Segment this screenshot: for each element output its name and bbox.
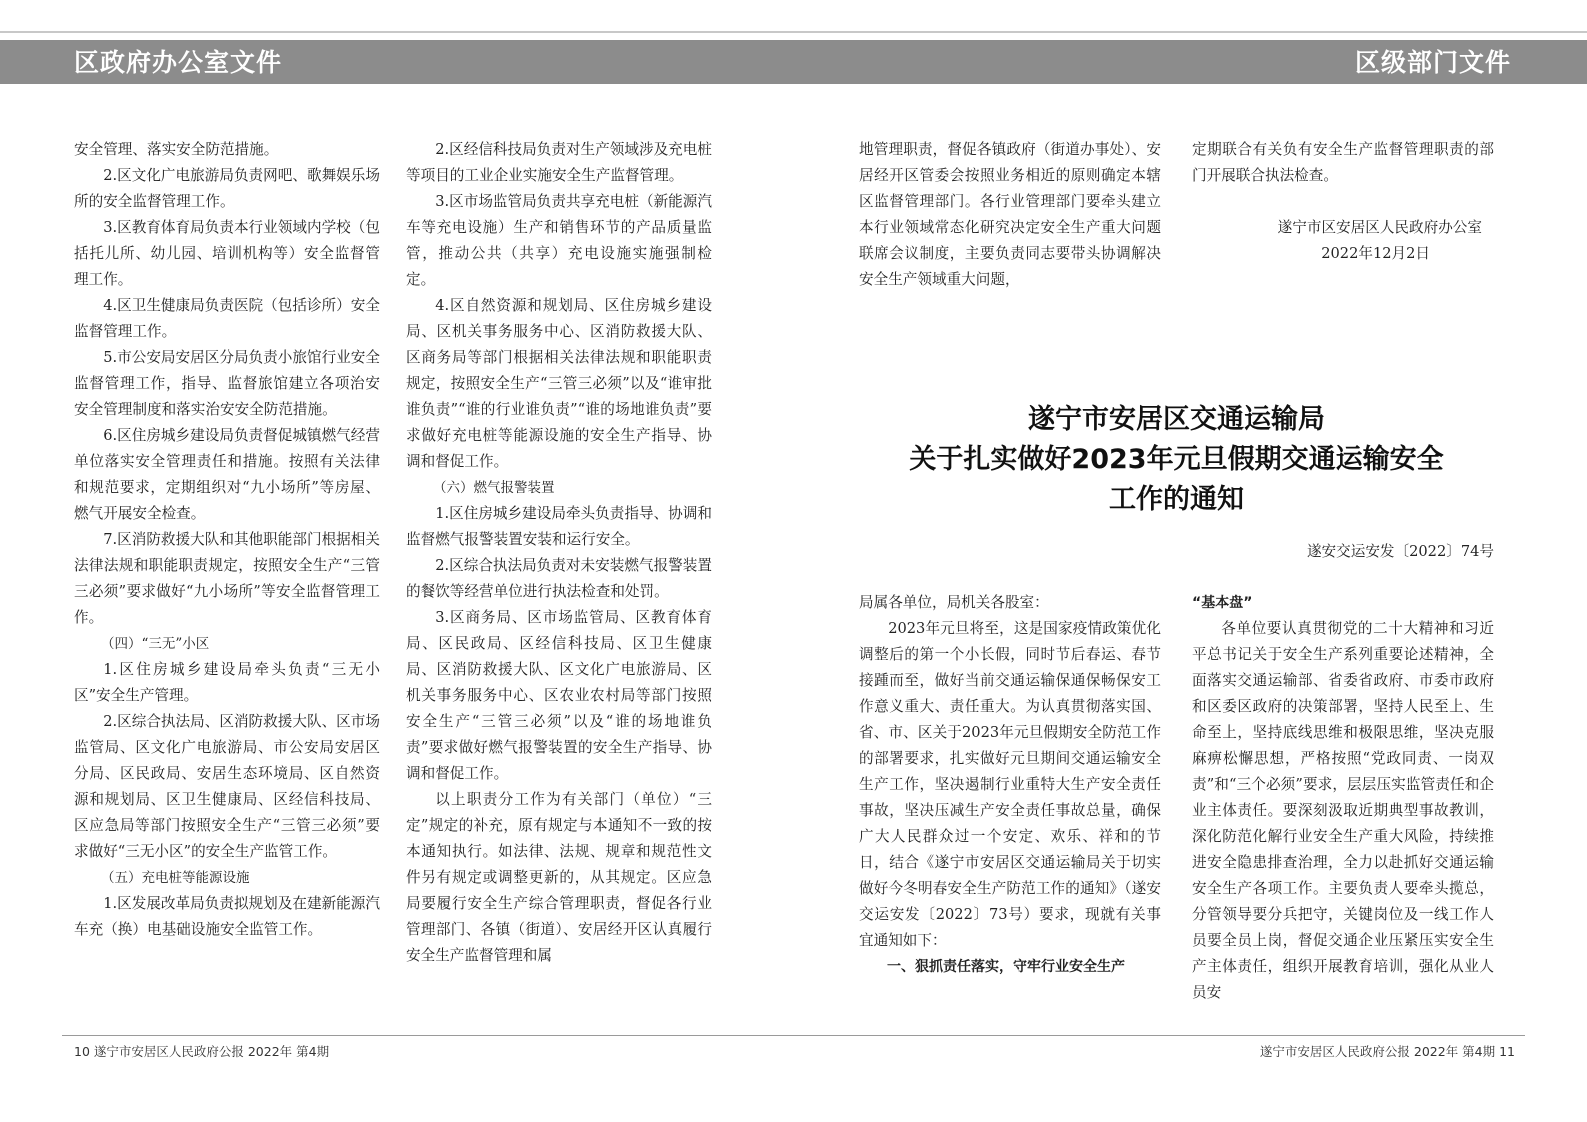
footer-right: 遂宁市安居区人民政府公报 2022年 第4期 11 bbox=[1259, 1044, 1515, 1059]
left-page-column-2 bbox=[406, 137, 712, 969]
right-section-title: 区级部门文件 bbox=[1354, 48, 1511, 77]
paragraph: 各单位要认真贯彻党的二十大精神和习近平总书记关于安全生产系列重要论述精神，全面落实交通运输部、省委省政府、市委市政府和区委区政府的决策部署，坚持人民至上、生命至上，坚持底线思维和极限思维，坚决克服麻痹松懈思想，严格按照“党政同责、一岗双责”和“三个必须”要求，层层压实监管责任和企业主体责任。要深刻汲取近期典型事故教训，深化防范化解行业安全生产重大风险，持续推进安全隐患排查治理，全力以赴抓好交通运输安全生产各项工作。主要负责人要牵头揽总，分管领导要分兵把守，关键岗位及一线工作人员要全员上岗，督促交通企业压紧压实安全生产主体责任，组织开展教育培训，强化从业人员安 bbox=[1192, 620, 1494, 1001]
section-heading: 一、狠抓责任落实，守牢行业安全生产 bbox=[887, 959, 1125, 975]
right-page-column-1-top bbox=[859, 137, 1161, 293]
paragraph: 4.区卫生健康局负责医院（包括诊所）安全监督管理工作。 bbox=[74, 297, 380, 340]
paragraph: 1.区住房城乡建设局牵头负责“三无小区”安全生产管理。 bbox=[74, 661, 380, 704]
salutation: 局属各单位，局机关各股室： bbox=[859, 594, 1049, 611]
paragraph: 3.区市场监管局负责共享充电桩（新能源汽车等充电设施）生产和销售环节的产品质量监管，推动公共（共享）充电设施实施强制检定。 bbox=[406, 193, 712, 288]
paragraph: 2023年元旦将至，这是国家疫情政策优化调整后的第一个小长假，同时节后春运、春节接踵而至，做好当前交通运输保通保畅保安工作意义重大、责任重大。为认真贯彻落实国、省、市、区关于2023年元旦假期安全防范工作的部署要求，扎实做好元旦期间交通运输安全生产工作，坚决遏制行业重特大生产安全责任事故，坚决压减生产安全责任事故总量，确保广大人民群众过一个安定、欢乐、祥和的节日，结合《遂宁市安居区交通运输局关于切实做好今冬明春安全生产防范工作的通知》（遂安交运安发〔2022〕73号）要求，现就有关事宜通知如下： bbox=[859, 620, 1161, 949]
notice-body-column-1 bbox=[859, 590, 1161, 980]
spacer bbox=[1192, 189, 1494, 215]
section-heading-continued: “基本盘” bbox=[1192, 595, 1253, 611]
paragraph: 2.区综合执法局、区消防救援大队、区市场监管局、区文化广电旅游局、市公安局安居区分局、区民政局、安居生态环境局、区自然资源和规划局、区卫生健康局、区经信科技局、区应急局等部门按照安全生产“三管三必须”要求做好“三无小区”的安全生产监管工作。 bbox=[74, 713, 380, 860]
notice-title-line: 遂宁市安居区交通运输局 bbox=[1028, 404, 1325, 435]
subsection-heading: （六）燃气报警装置 bbox=[433, 480, 555, 496]
paragraph: 2.区经信科技局负责对生产领域涉及充电桩等项目的工业企业实施安全生产监督管理。 bbox=[406, 141, 712, 184]
left-page-column-1 bbox=[74, 137, 380, 943]
paragraph: 2.区文化广电旅游局负责网吧、歌舞娱乐场所的安全监督管理工作。 bbox=[74, 167, 380, 210]
paragraph: 4.区自然资源和规划局、区住房城乡建设局、区机关事务服务中心、区消防救援大队、区商务局等部门根据相关法律法规和职能职责规定，按照安全生产“三管三必须”以及“谁审批谁负责”“谁的行业谁负责”“谁的场地谁负责”要求做好充电桩等能源设施的安全生产指导、协调和督促工作。 bbox=[406, 297, 712, 470]
subsection-heading: （五）充电桩等能源设施 bbox=[101, 870, 250, 886]
notice-title bbox=[859, 400, 1494, 520]
paragraph: 1.区发展改革局负责拟规划及在建新能源汽车充（换）电基础设施安全监管工作。 bbox=[74, 895, 380, 938]
notice-title-line: 工作的通知 bbox=[1109, 484, 1244, 515]
footer-rule bbox=[62, 1035, 1525, 1036]
footer-left: 10 遂宁市安居区人民政府公报 2022年 第4期 bbox=[74, 1044, 330, 1059]
notice-title-line: 关于扎实做好2023年元旦假期交通运输安全 bbox=[909, 444, 1444, 475]
paragraph: 定期联合有关负有安全生产监督管理职责的部门开展联合执法检查。 bbox=[1192, 141, 1494, 184]
paragraph: 7.区消防救援大队和其他职能部门根据相关法律法规和职能职责规定，按照安全生产“三管三必须”要求做好“九小场所”等安全监督管理工作。 bbox=[74, 531, 380, 626]
section-header-bar bbox=[0, 40, 1587, 84]
paragraph: 3.区教育体育局负责本行业领域内学校（包括托儿所、幼儿园、培训机构等）安全监督管理工作。 bbox=[74, 219, 380, 288]
document-number: 遂安交运安发〔2022〕74号 bbox=[1306, 543, 1494, 560]
paragraph: 以上职责分工作为有关部门（单位）“三定”规定的补充，原有规定与本通知不一致的按本通知执行。如法律、法规、规章和规范性文件另有规定或调整更新的，从其规定。区应急局要履行安全生产综合管理职责，督促各行业管理部门、各镇（街道）、安居经开区认真履行安全生产监督管理和属 bbox=[406, 791, 712, 964]
signature-date: 2022年12月2日 bbox=[1321, 245, 1430, 262]
left-section-title: 区政府办公室文件 bbox=[74, 48, 283, 77]
paragraph: 5.市公安局安居区分局负责小旅馆行业安全监督管理工作，指导、监督旅馆建立各项治安安全管理制度和落实治安安全防范措施。 bbox=[74, 349, 380, 418]
subsection-heading: （四）“三无”小区 bbox=[101, 636, 210, 652]
paragraph: 地管理职责，督促各镇政府（街道办事处）、安居经开区管委会按照业务相近的原则确定本辖区监督管理部门。各行业管理部门要牵头建立本行业领域常态化研究决定安全生产重大问题联席会议制度，主要负责同志要带头协调解决安全生产领域重大问题， bbox=[859, 141, 1161, 288]
top-rule bbox=[0, 31, 1587, 33]
right-page-column-2-top bbox=[1192, 137, 1494, 267]
paragraph: 6.区住房城乡建设局负责督促城镇燃气经营单位落实安全管理责任和措施。按照有关法律和规范要求，定期组织对“九小场所”等房屋、燃气开展安全检查。 bbox=[74, 427, 380, 522]
paragraph: 3.区商务局、区市场监管局、区教育体育局、区民政局、区经信科技局、区卫生健康局、区消防救援大队、区文化广电旅游局、区机关事务服务中心、区农业农村局等部门按照安全生产“三管三必须”以及“谁的场地谁负责”要求做好燃气报警装置的安全生产指导、协调和督促工作。 bbox=[406, 609, 712, 782]
notice-body-column-2 bbox=[1192, 590, 1494, 1006]
paragraph: 安全管理、落实安全防范措施。 bbox=[74, 141, 279, 158]
paragraph: 1.区住房城乡建设局牵头负责指导、协调和监督燃气报警装置安装和运行安全。 bbox=[406, 505, 712, 548]
paragraph: 2.区综合执法局负责对未安装燃气报警装置的餐饮等经营单位进行执法检查和处罚。 bbox=[406, 557, 712, 600]
signature-org: 遂宁市区安居区人民政府办公室 bbox=[1277, 219, 1482, 236]
